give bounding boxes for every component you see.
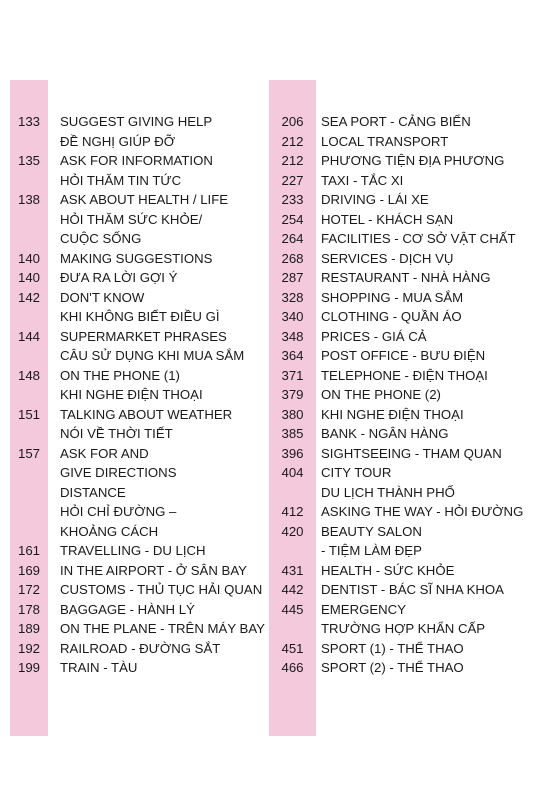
toc-entry	[0, 229, 268, 249]
toc-entry-title: TRAIN - TÀU	[60, 660, 138, 675]
toc-entry-title: ON THE PHONE (1)	[60, 367, 180, 383]
toc-entry	[269, 502, 533, 522]
toc-page-number: 192	[17, 640, 40, 656]
toc-entry-title: RESTAURANT - NHÀ HÀNG	[321, 270, 491, 285]
toc-entry-title: BAGGAGE - HÀNH LÝ	[60, 601, 195, 617]
toc-entry	[269, 346, 533, 366]
toc-entry-title: SUPERMARKET PHRASES	[60, 328, 227, 344]
toc-entry	[0, 366, 268, 386]
toc-entry-title: TAXI - TẮC XI	[321, 172, 404, 188]
toc-entry	[0, 346, 268, 366]
toc-entry	[269, 405, 533, 425]
toc-page-number: 199	[17, 660, 40, 675]
toc-entry-title: ON THE PLANE - TRÊN MÁY BAY	[60, 621, 265, 636]
toc-page-number: 451	[281, 640, 304, 656]
toc-entry-title: CUSTOMS - THỦ TỤC HẢI QUAN	[60, 582, 263, 597]
toc-page-number: 364	[281, 348, 304, 363]
toc-entry-title: SERVICES - DỊCH VỤ	[321, 250, 454, 266]
toc-entry	[0, 600, 268, 620]
toc-page-number: 172	[17, 582, 40, 597]
toc-entry	[269, 327, 533, 347]
toc-entry	[0, 463, 268, 483]
toc-page-number: 151	[17, 406, 40, 422]
toc-page-number: 396	[281, 445, 304, 461]
toc-page-number: 140	[17, 250, 40, 266]
toc-page-number: 264	[281, 231, 304, 246]
toc-entry	[0, 385, 268, 405]
toc-page-number: 206	[281, 114, 304, 129]
toc-page-number: 254	[281, 211, 304, 227]
toc-entry-title: SEA PORT - CẢNG BIỂN	[321, 114, 471, 129]
toc-entry-title: TRAVELLING - DU LỊCH	[60, 543, 206, 558]
toc-entry-title: POST OFFICE - BƯU ĐIỆN	[321, 348, 486, 363]
toc-entry-title: - TIỆM LÀM ĐẸP	[321, 543, 422, 558]
toc-entry-title: BEAUTY SALON	[321, 523, 422, 539]
toc-page-number: 169	[17, 562, 40, 578]
toc-entry-title: HOTEL - KHÁCH SẠN	[321, 211, 454, 227]
toc-right-column	[269, 112, 533, 678]
toc-entry-title: TELEPHONE - ĐIỆN THOẠI	[321, 367, 488, 383]
toc-entry-title: SHOPPING - MUA SẮM	[321, 289, 464, 305]
toc-entry	[269, 580, 533, 600]
toc-page-number: 212	[281, 133, 304, 149]
toc-entry-title: ASK ABOUT HEALTH / LIFE	[60, 192, 229, 207]
toc-page-number: 138	[17, 192, 40, 207]
toc-entry	[269, 541, 533, 561]
toc-page-number: 142	[17, 289, 40, 305]
toc-entry	[269, 288, 533, 308]
toc-entry-title: KHI NGHE ĐIỆN THOẠI	[321, 406, 464, 422]
toc-entry	[269, 600, 533, 620]
toc-entry	[269, 268, 533, 288]
toc-entry-title: CITY TOUR	[321, 465, 392, 480]
toc-entry-title: EMERGENCY	[321, 601, 406, 617]
toc-page-number: 371	[281, 367, 304, 383]
toc-entry	[269, 171, 533, 191]
toc-entry	[0, 658, 268, 678]
toc-page-number: 227	[281, 172, 304, 188]
toc-entry-title: DU LỊCH THÀNH PHỐ	[321, 484, 455, 500]
toc-entry	[0, 541, 268, 561]
toc-entry-title: CLOTHING - QUẦN ÁO	[321, 309, 462, 324]
toc-entry	[269, 561, 533, 581]
toc-page-number: 133	[17, 114, 40, 129]
toc-entry	[0, 561, 268, 581]
toc-entry	[0, 307, 268, 327]
toc-entry	[269, 190, 533, 210]
toc-entry-title: ON THE PHONE (2)	[321, 387, 441, 402]
toc-page-number: 212	[281, 153, 304, 168]
toc-entry-title: TALKING ABOUT WEATHER	[60, 406, 233, 422]
toc-entry-title: SIGHTSEEING - THAM QUAN	[321, 445, 502, 461]
toc-entry	[0, 190, 268, 210]
toc-page-number: 148	[17, 367, 40, 383]
toc-entry-title: CUỘC SỐNG	[60, 231, 142, 246]
toc-entry-title: FACILITIES - CƠ SỞ VẬT CHẤT	[321, 231, 516, 246]
toc-entry	[269, 249, 533, 269]
toc-page-number: 379	[281, 387, 304, 402]
toc-page-number: 420	[281, 523, 304, 539]
toc-page-number: 157	[17, 445, 40, 461]
toc-entry	[269, 132, 533, 152]
toc-entry-title: NÓI VỀ THỜI TIẾT	[60, 426, 173, 441]
toc-entry	[269, 658, 533, 678]
toc-page-number: 144	[17, 328, 40, 344]
toc-entry	[0, 522, 268, 542]
toc-entry-title: HỎI THĂM TIN TỨC	[60, 172, 182, 188]
toc-entry	[269, 522, 533, 542]
toc-page-number: 466	[281, 660, 304, 675]
toc-left-column	[0, 112, 268, 678]
toc-entry	[0, 502, 268, 522]
toc-entry	[0, 288, 268, 308]
toc-entry-title: SUGGEST GIVING HELP	[60, 114, 213, 129]
toc-entry	[269, 385, 533, 405]
toc-entry-title: DISTANCE	[60, 484, 126, 500]
toc-entry-title: ASK FOR AND	[60, 445, 149, 461]
toc-page-number: 135	[17, 153, 40, 168]
toc-entry	[269, 639, 533, 659]
toc-entry	[0, 405, 268, 425]
toc-entry	[269, 619, 533, 639]
toc-entry-title: ĐƯA RA LỜI GỢI Ý	[60, 270, 178, 285]
toc-entry	[0, 639, 268, 659]
toc-page-number: 431	[281, 562, 304, 578]
toc-entry	[0, 580, 268, 600]
toc-entry	[0, 112, 268, 132]
toc-entry	[0, 444, 268, 464]
toc-entry-title: KHOẢNG CÁCH	[60, 523, 159, 539]
toc-entry-title: CÂU SỬ DỤNG KHI MUA SẮM	[60, 348, 245, 363]
toc-entry-title: ASKING THE WAY - HỎI ĐƯỜNG	[321, 504, 524, 519]
toc-entry-title: GIVE DIRECTIONS	[60, 465, 177, 480]
toc-entry	[269, 366, 533, 386]
toc-page-number: 348	[281, 328, 304, 344]
toc-page-number: 178	[17, 601, 40, 617]
toc-entry	[0, 268, 268, 288]
toc-page-number: 233	[281, 192, 304, 207]
toc-page-number: 385	[281, 426, 304, 441]
toc-entry-title: PHƯƠNG TIỆN ĐỊA PHƯƠNG	[321, 153, 505, 168]
toc-entry-title: DRIVING - LÁI XE	[321, 192, 429, 207]
toc-entry	[269, 483, 533, 503]
toc-entry-title: DON'T KNOW	[60, 289, 145, 305]
toc-entry	[0, 327, 268, 347]
toc-entry-title: ASK FOR INFORMATION	[60, 153, 213, 168]
toc-entry	[0, 132, 268, 152]
toc-entry-title: LOCAL TRANSPORT	[321, 133, 449, 149]
toc-page-number: 404	[281, 465, 304, 480]
toc-entry-title: BANK - NGÂN HÀNG	[321, 426, 449, 441]
toc-page-number: 442	[281, 582, 304, 597]
toc-entry-title: HỎI THĂM SỨC KHỎE/	[60, 211, 203, 227]
toc-entry-title: SPORT (1) - THỂ THAO	[321, 640, 464, 656]
toc-entry-title: RAILROAD - ĐƯỜNG SẮT	[60, 640, 221, 656]
toc-entry-title: HỎI CHỈ ĐƯỜNG –	[60, 504, 177, 519]
toc-entry-title: PRICES - GIÁ CẢ	[321, 328, 427, 344]
toc-entry	[0, 483, 268, 503]
toc-entry-title: SPORT (2) - THỂ THAO	[321, 660, 464, 675]
toc-entry	[269, 424, 533, 444]
toc-entry-title: IN THE AIRPORT - Ở SÂN BAY	[60, 562, 247, 578]
toc-page-number: 161	[17, 543, 40, 558]
toc-entry-title: HEALTH - SỨC KHỎE	[321, 562, 455, 578]
toc-page-number: 268	[281, 250, 304, 266]
toc-entry-title: KHI NGHE ĐIỆN THOẠI	[60, 387, 203, 402]
toc-page-number: 380	[281, 406, 304, 422]
toc-page-number: 412	[281, 504, 304, 519]
toc-entry	[269, 444, 533, 464]
toc-entry	[269, 210, 533, 230]
toc-page-number: 328	[281, 289, 304, 305]
toc-page-number: 287	[281, 270, 304, 285]
toc-entry	[269, 151, 533, 171]
toc-entry-title: KHI KHÔNG BIẾT ĐIỀU GÌ	[60, 309, 220, 324]
toc-entry	[0, 249, 268, 269]
toc-entry	[269, 463, 533, 483]
toc-page-number: 340	[281, 309, 304, 324]
toc-entry	[0, 619, 268, 639]
toc-entry	[269, 229, 533, 249]
toc-entry	[269, 307, 533, 327]
toc-entry	[0, 210, 268, 230]
toc-entry	[0, 171, 268, 191]
toc-entry	[0, 424, 268, 444]
toc-entry-title: TRƯỜNG HỢP KHẨN CẤP	[321, 621, 486, 636]
toc-page-number: 445	[281, 601, 304, 617]
toc-entry	[0, 151, 268, 171]
toc-page-number: 140	[17, 270, 40, 285]
toc-entry-title: DENTIST - BÁC SĨ NHA KHOA	[321, 582, 504, 597]
toc-entry-title: MAKING SUGGESTIONS	[60, 250, 213, 266]
toc-page-number: 189	[17, 621, 40, 636]
toc-entry	[269, 112, 533, 132]
toc-entry-title: ĐỀ NGHỊ GIÚP ĐỠ	[60, 133, 176, 149]
